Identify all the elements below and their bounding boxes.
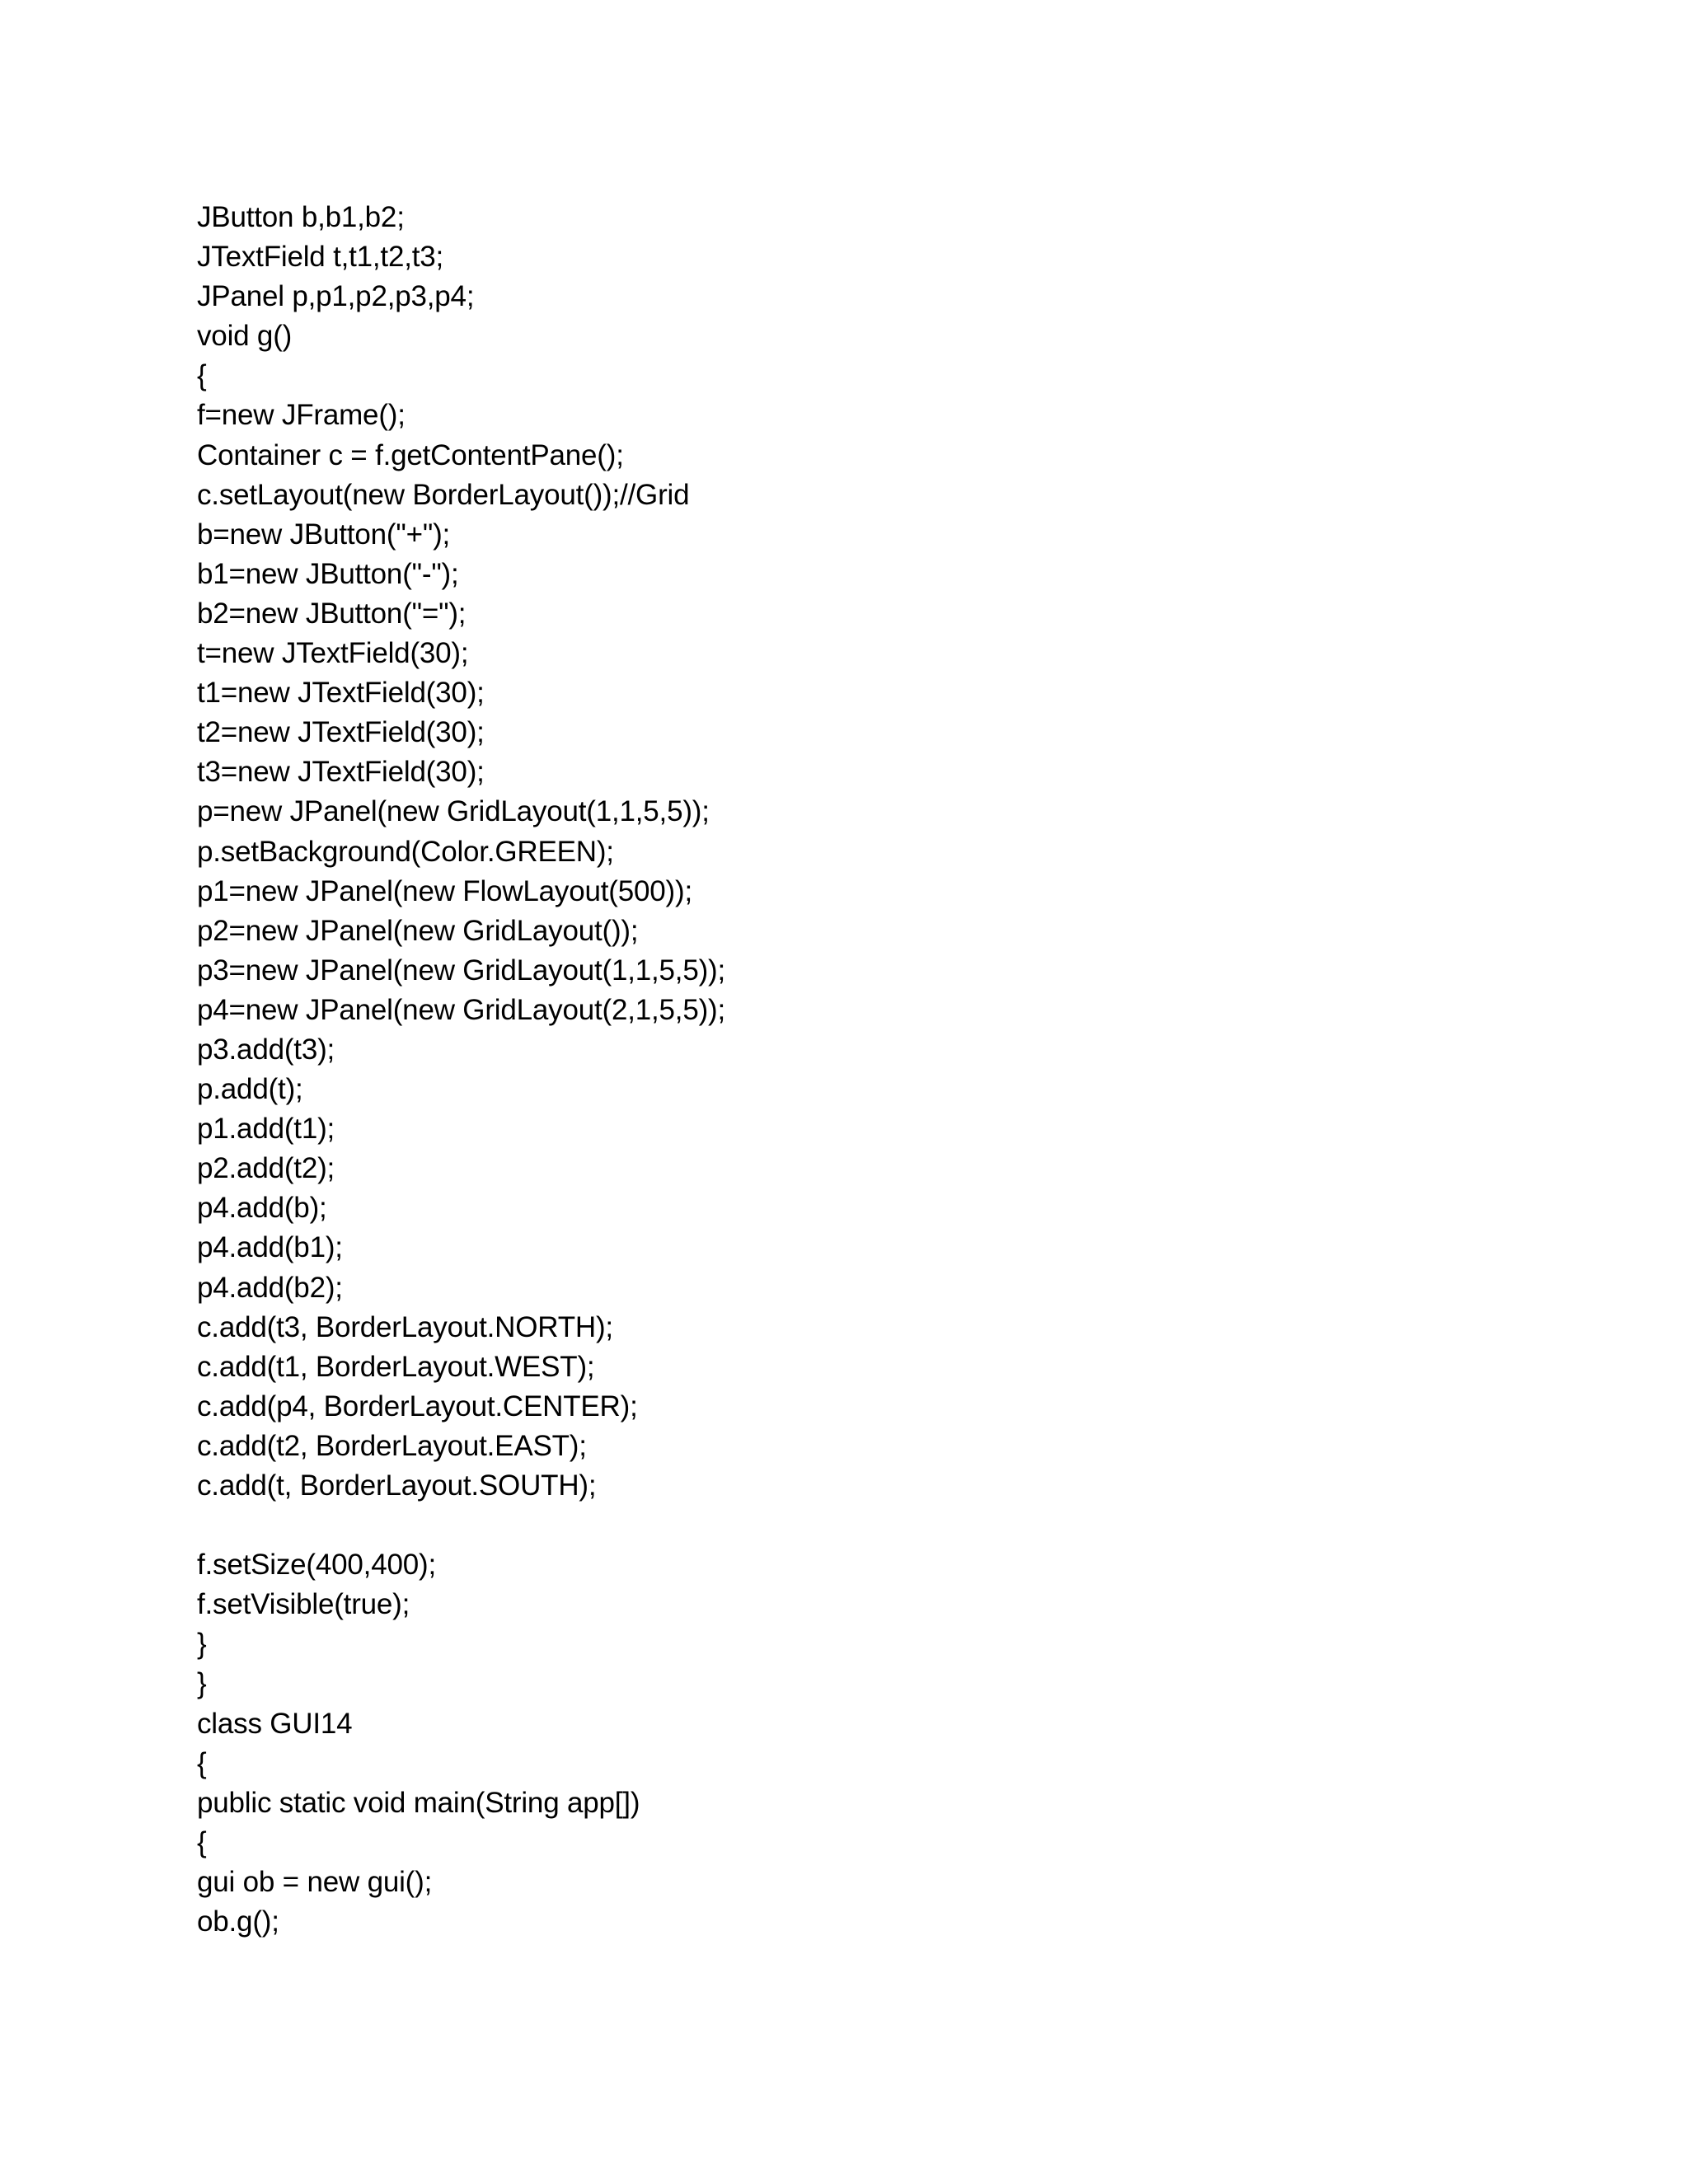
code-line: p.setBackground(Color.GREEN);	[197, 835, 614, 868]
code-line: ob.g();	[197, 1905, 279, 1938]
code-line: b=new JButton("+");	[197, 518, 451, 551]
code-line: f.setVisible(true);	[197, 1588, 410, 1621]
code-line: c.add(t1, BorderLayout.WEST);	[197, 1350, 595, 1383]
code-line: c.add(t, BorderLayout.SOUTH);	[197, 1469, 597, 1502]
code-line: f.setSize(400,400);	[197, 1549, 436, 1582]
code-line: c.add(t3, BorderLayout.NORTH);	[197, 1310, 613, 1343]
code-line: p4.add(b2);	[197, 1271, 343, 1304]
code-line: t=new JTextField(30);	[197, 637, 469, 670]
code-line: {	[197, 1746, 207, 1779]
code-line: c.setLayout(new BorderLayout());//Grid	[197, 478, 690, 511]
code-line: JPanel p,p1,p2,p3,p4;	[197, 280, 475, 313]
code-line: p.add(t);	[197, 1073, 303, 1106]
code-line: JTextField t,t1,t2,t3;	[197, 241, 444, 274]
code-line: p4=new JPanel(new GridLayout(2,1,5,5));	[197, 993, 726, 1026]
code-line	[197, 1506, 725, 1545]
code-line: c.add(t2, BorderLayout.EAST);	[197, 1429, 587, 1462]
code-line: p4.add(b);	[197, 1192, 327, 1225]
code-line: gui ob = new gui();	[197, 1865, 433, 1898]
code-line: c.add(p4, BorderLayout.CENTER);	[197, 1390, 638, 1422]
code-line: b2=new JButton("=");	[197, 597, 467, 630]
code-listing	[197, 198, 725, 1942]
code-line: {	[197, 1825, 207, 1858]
code-line: t3=new JTextField(30);	[197, 756, 485, 789]
code-line: p=new JPanel(new GridLayout(1,1,5,5));	[197, 795, 710, 828]
code-line: p3=new JPanel(new GridLayout(1,1,5,5));	[197, 954, 726, 987]
code-line: JButton b,b1,b2;	[197, 201, 405, 233]
code-line: }	[197, 1628, 207, 1661]
code-line: p3.add(t3);	[197, 1033, 335, 1066]
code-line: t1=new JTextField(30);	[197, 677, 485, 710]
code-line: p1.add(t1);	[197, 1113, 335, 1146]
code-line: }	[197, 1667, 207, 1700]
code-line: f=new JFrame();	[197, 399, 406, 432]
code-line: {	[197, 359, 207, 392]
code-line: b1=new JButton("-");	[197, 557, 459, 590]
code-line: p4.add(b1);	[197, 1231, 343, 1264]
code-line: public static void main(String app[])	[197, 1786, 640, 1819]
code-line: Container c = f.getContentPane();	[197, 438, 624, 471]
code-line: t2=new JTextField(30);	[197, 716, 485, 749]
code-line: p1=new JPanel(new FlowLayout(500));	[197, 874, 692, 907]
code-line: p2.add(t2);	[197, 1152, 335, 1185]
code-line: class GUI14	[197, 1707, 353, 1740]
code-line: p2=new JPanel(new GridLayout());	[197, 914, 639, 947]
code-line: void g()	[197, 320, 293, 353]
